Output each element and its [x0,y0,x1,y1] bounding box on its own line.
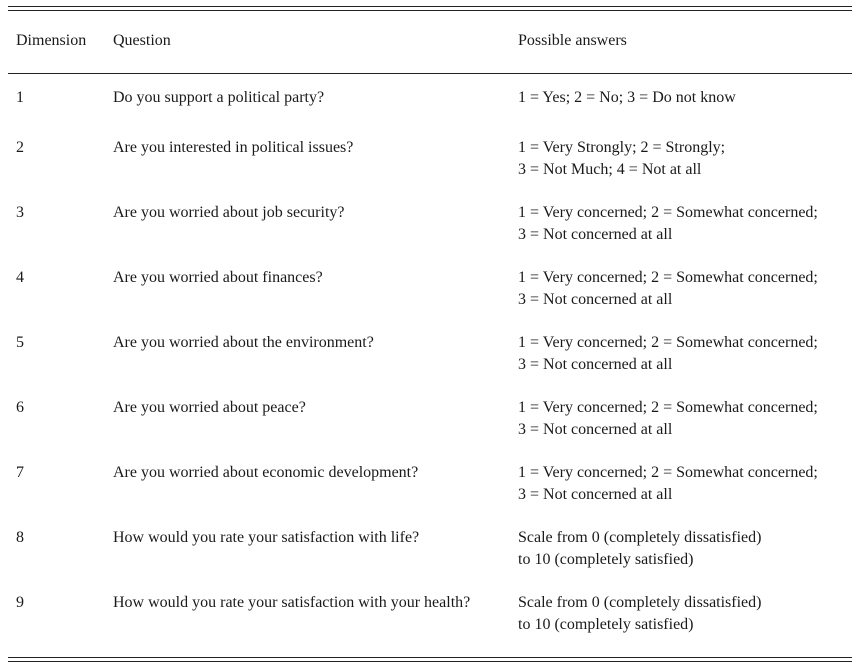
table-row [8,583,852,648]
question-cell: Are you worried about peace? [113,399,306,416]
question-cell: Are you worried about finances? [113,269,323,286]
answers-line-2: to 10 (completely satisfied) [518,615,694,633]
question-cell: Are you worried about economic development? [113,464,419,481]
question-cell: How would you rate your satisfaction with life? [113,529,420,546]
question-cell: Are you worried about job security? [113,204,345,221]
answers-cell [518,128,852,193]
table-row [8,66,852,128]
answers-cell [518,193,852,258]
table-row [8,193,852,258]
answers-line-1: Scale from 0 (completely dissatisfied) [518,529,762,546]
table-row [8,453,852,518]
answers-line-2: 3 = Not concerned at all [518,355,673,373]
header-question: Question [113,32,171,49]
table-bottom-rule-outer [8,661,852,662]
question-cell: Do you support a political party? [113,89,325,106]
answers-cell [518,388,852,453]
header-dimension: Dimension [16,32,87,49]
table-header-row [8,22,852,66]
question-cell: How would you rate your satisfaction with your health? [113,594,471,611]
answers-line-2: 3 = Not concerned at all [518,290,673,308]
dimension-cell: 5 [16,334,24,351]
answers-line-1: 1 = Yes; 2 = No; 3 = Do not know [518,89,736,106]
answers-line-1: 1 = Very concerned; 2 = Somewhat concerned; [518,204,818,221]
dimension-cell: 6 [16,399,24,416]
question-cell: Are you interested in political issues? [113,139,354,156]
answers-cell [518,258,852,323]
dimension-cell: 8 [16,529,24,546]
answers-cell [518,323,852,388]
dimension-cell: 1 [16,89,24,106]
table-row [8,258,852,323]
table-top-rule [8,6,852,7]
dimension-cell: 2 [16,139,24,156]
answers-cell [518,66,852,128]
answers-cell [518,453,852,518]
table-row [8,388,852,453]
answers-cell [518,518,852,583]
answers-line-2: 3 = Not concerned at all [518,225,673,243]
answers-line-2: 3 = Not Much; 4 = Not at all [518,160,702,178]
answers-cell [518,583,852,648]
question-cell: Are you worried about the environment? [113,334,374,351]
header-possible-answers: Possible answers [518,32,627,49]
answers-line-1: 1 = Very concerned; 2 = Somewhat concerned; [518,399,818,416]
table-row [8,518,852,583]
dimension-cell: 3 [16,204,24,221]
answers-line-1: 1 = Very concerned; 2 = Somewhat concerned; [518,334,818,351]
dimension-cell: 4 [16,269,24,286]
answers-line-2: to 10 (completely satisfied) [518,550,694,568]
dimension-cell: 9 [16,594,24,611]
table-top-rule-inner [8,10,852,11]
answers-line-2: 3 = Not concerned at all [518,420,673,438]
table-bottom-rule [8,657,852,658]
answers-line-1: 1 = Very concerned; 2 = Somewhat concerned; [518,269,818,286]
table-row [8,128,852,193]
answers-line-1: Scale from 0 (completely dissatisfied) [518,594,762,611]
dimension-cell: 7 [16,464,24,481]
answers-line-1: 1 = Very Strongly; 2 = Strongly; [518,139,726,156]
survey-dimensions-table [8,22,852,648]
table-row [8,323,852,388]
answers-line-2: 3 = Not concerned at all [518,485,673,503]
answers-line-1: 1 = Very concerned; 2 = Somewhat concerned; [518,464,818,481]
